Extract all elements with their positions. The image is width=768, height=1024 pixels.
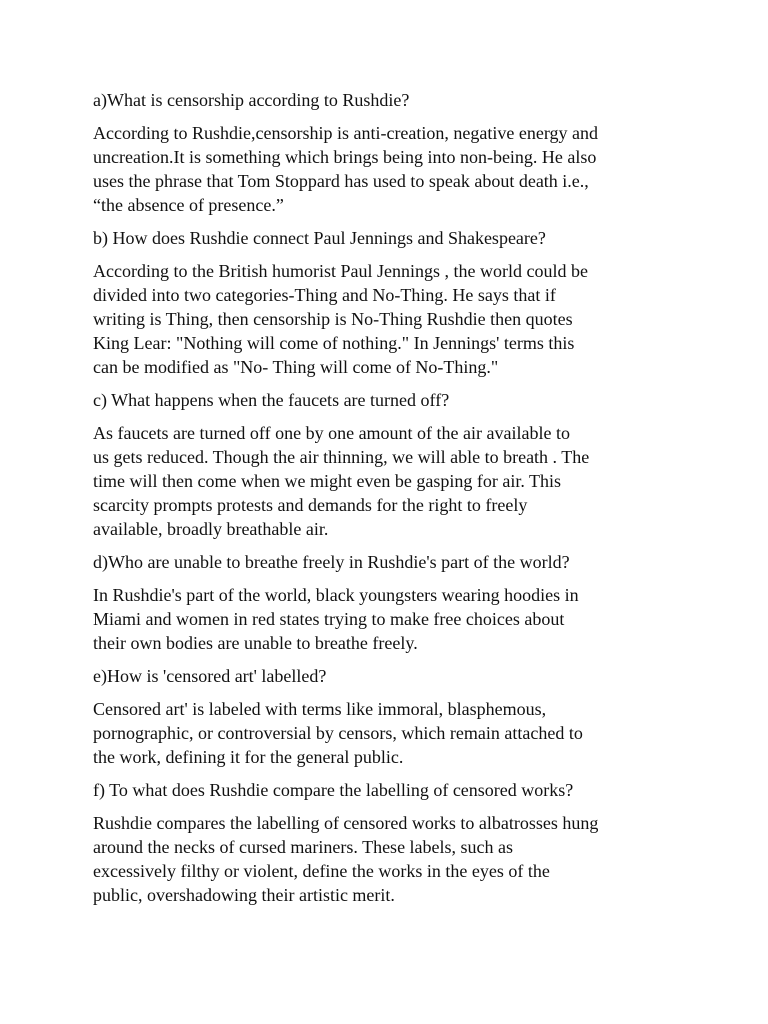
answer-line: available, broadly breathable air. <box>93 519 329 539</box>
answer-line: According to the British humorist Paul Jennings , the world could be <box>93 261 588 281</box>
question-b: b) How does Rushdie connect Paul Jennings and Shakespeare? <box>93 228 546 248</box>
qa-item-f <box>93 778 693 907</box>
answer-f <box>93 811 693 907</box>
document-body <box>93 88 693 916</box>
answer-line: Miami and women in red states trying to make free choices about <box>93 609 565 629</box>
answer-line: Censored art' is labeled with terms like immoral, blasphemous, <box>93 699 547 719</box>
qa-item-a <box>93 88 693 217</box>
answer-line: Rushdie compares the labelling of censored works to albatrosses hung <box>93 813 599 833</box>
answer-line: can be modified as "No- Thing will come of No-Thing." <box>93 357 499 377</box>
answer-line: pornographic, or controversial by censors, which remain attached to <box>93 723 583 743</box>
answer-line: time will then come when we might even be gasping for air. This <box>93 471 562 491</box>
answer-line: divided into two categories-Thing and No-Thing. He says that if <box>93 285 556 305</box>
answer-line: uses the phrase that Tom Stoppard has used to speak about death i.e., <box>93 171 589 191</box>
answer-d <box>93 583 693 655</box>
qa-item-b <box>93 226 693 379</box>
question-e: e)How is 'censored art' labelled? <box>93 666 327 686</box>
answer-line: King Lear: "Nothing will come of nothing." In Jennings' terms this <box>93 333 575 353</box>
answer-e <box>93 697 693 769</box>
answer-line: the work, defining it for the general public. <box>93 747 404 767</box>
qa-item-d <box>93 550 693 655</box>
answer-line: excessively filthy or violent, define the works in the eyes of the <box>93 861 550 881</box>
answer-a <box>93 121 693 217</box>
answer-line: their own bodies are unable to breathe freely. <box>93 633 418 653</box>
answer-b <box>93 259 693 379</box>
answer-line: us gets reduced. Though the air thinning, we will able to breath . The <box>93 447 590 467</box>
question-c: c) What happens when the faucets are turned off? <box>93 390 450 410</box>
answer-line: According to Rushdie,censorship is anti-creation, negative energy and <box>93 123 599 143</box>
answer-line: As faucets are turned off one by one amount of the air available to <box>93 423 570 443</box>
qa-item-c <box>93 388 693 541</box>
question-f: f) To what does Rushdie compare the labelling of censored works? <box>93 780 574 800</box>
answer-line: around the necks of cursed mariners. These labels, such as <box>93 837 514 857</box>
question-d: d)Who are unable to breathe freely in Rushdie's part of the world? <box>93 552 570 572</box>
answer-line: In Rushdie's part of the world, black youngsters wearing hoodies in <box>93 585 579 605</box>
answer-line: public, overshadowing their artistic merit. <box>93 885 395 905</box>
answer-line: scarcity prompts protests and demands for the right to freely <box>93 495 528 515</box>
qa-item-e <box>93 664 693 769</box>
answer-line: “the absence of presence.” <box>93 195 284 215</box>
question-a: a)What is censorship according to Rushdie? <box>93 90 410 110</box>
answer-line: writing is Thing, then censorship is No-Thing Rushdie then quotes <box>93 309 573 329</box>
answer-line: uncreation.It is something which brings being into non-being. He also <box>93 147 597 167</box>
answer-c <box>93 421 693 541</box>
